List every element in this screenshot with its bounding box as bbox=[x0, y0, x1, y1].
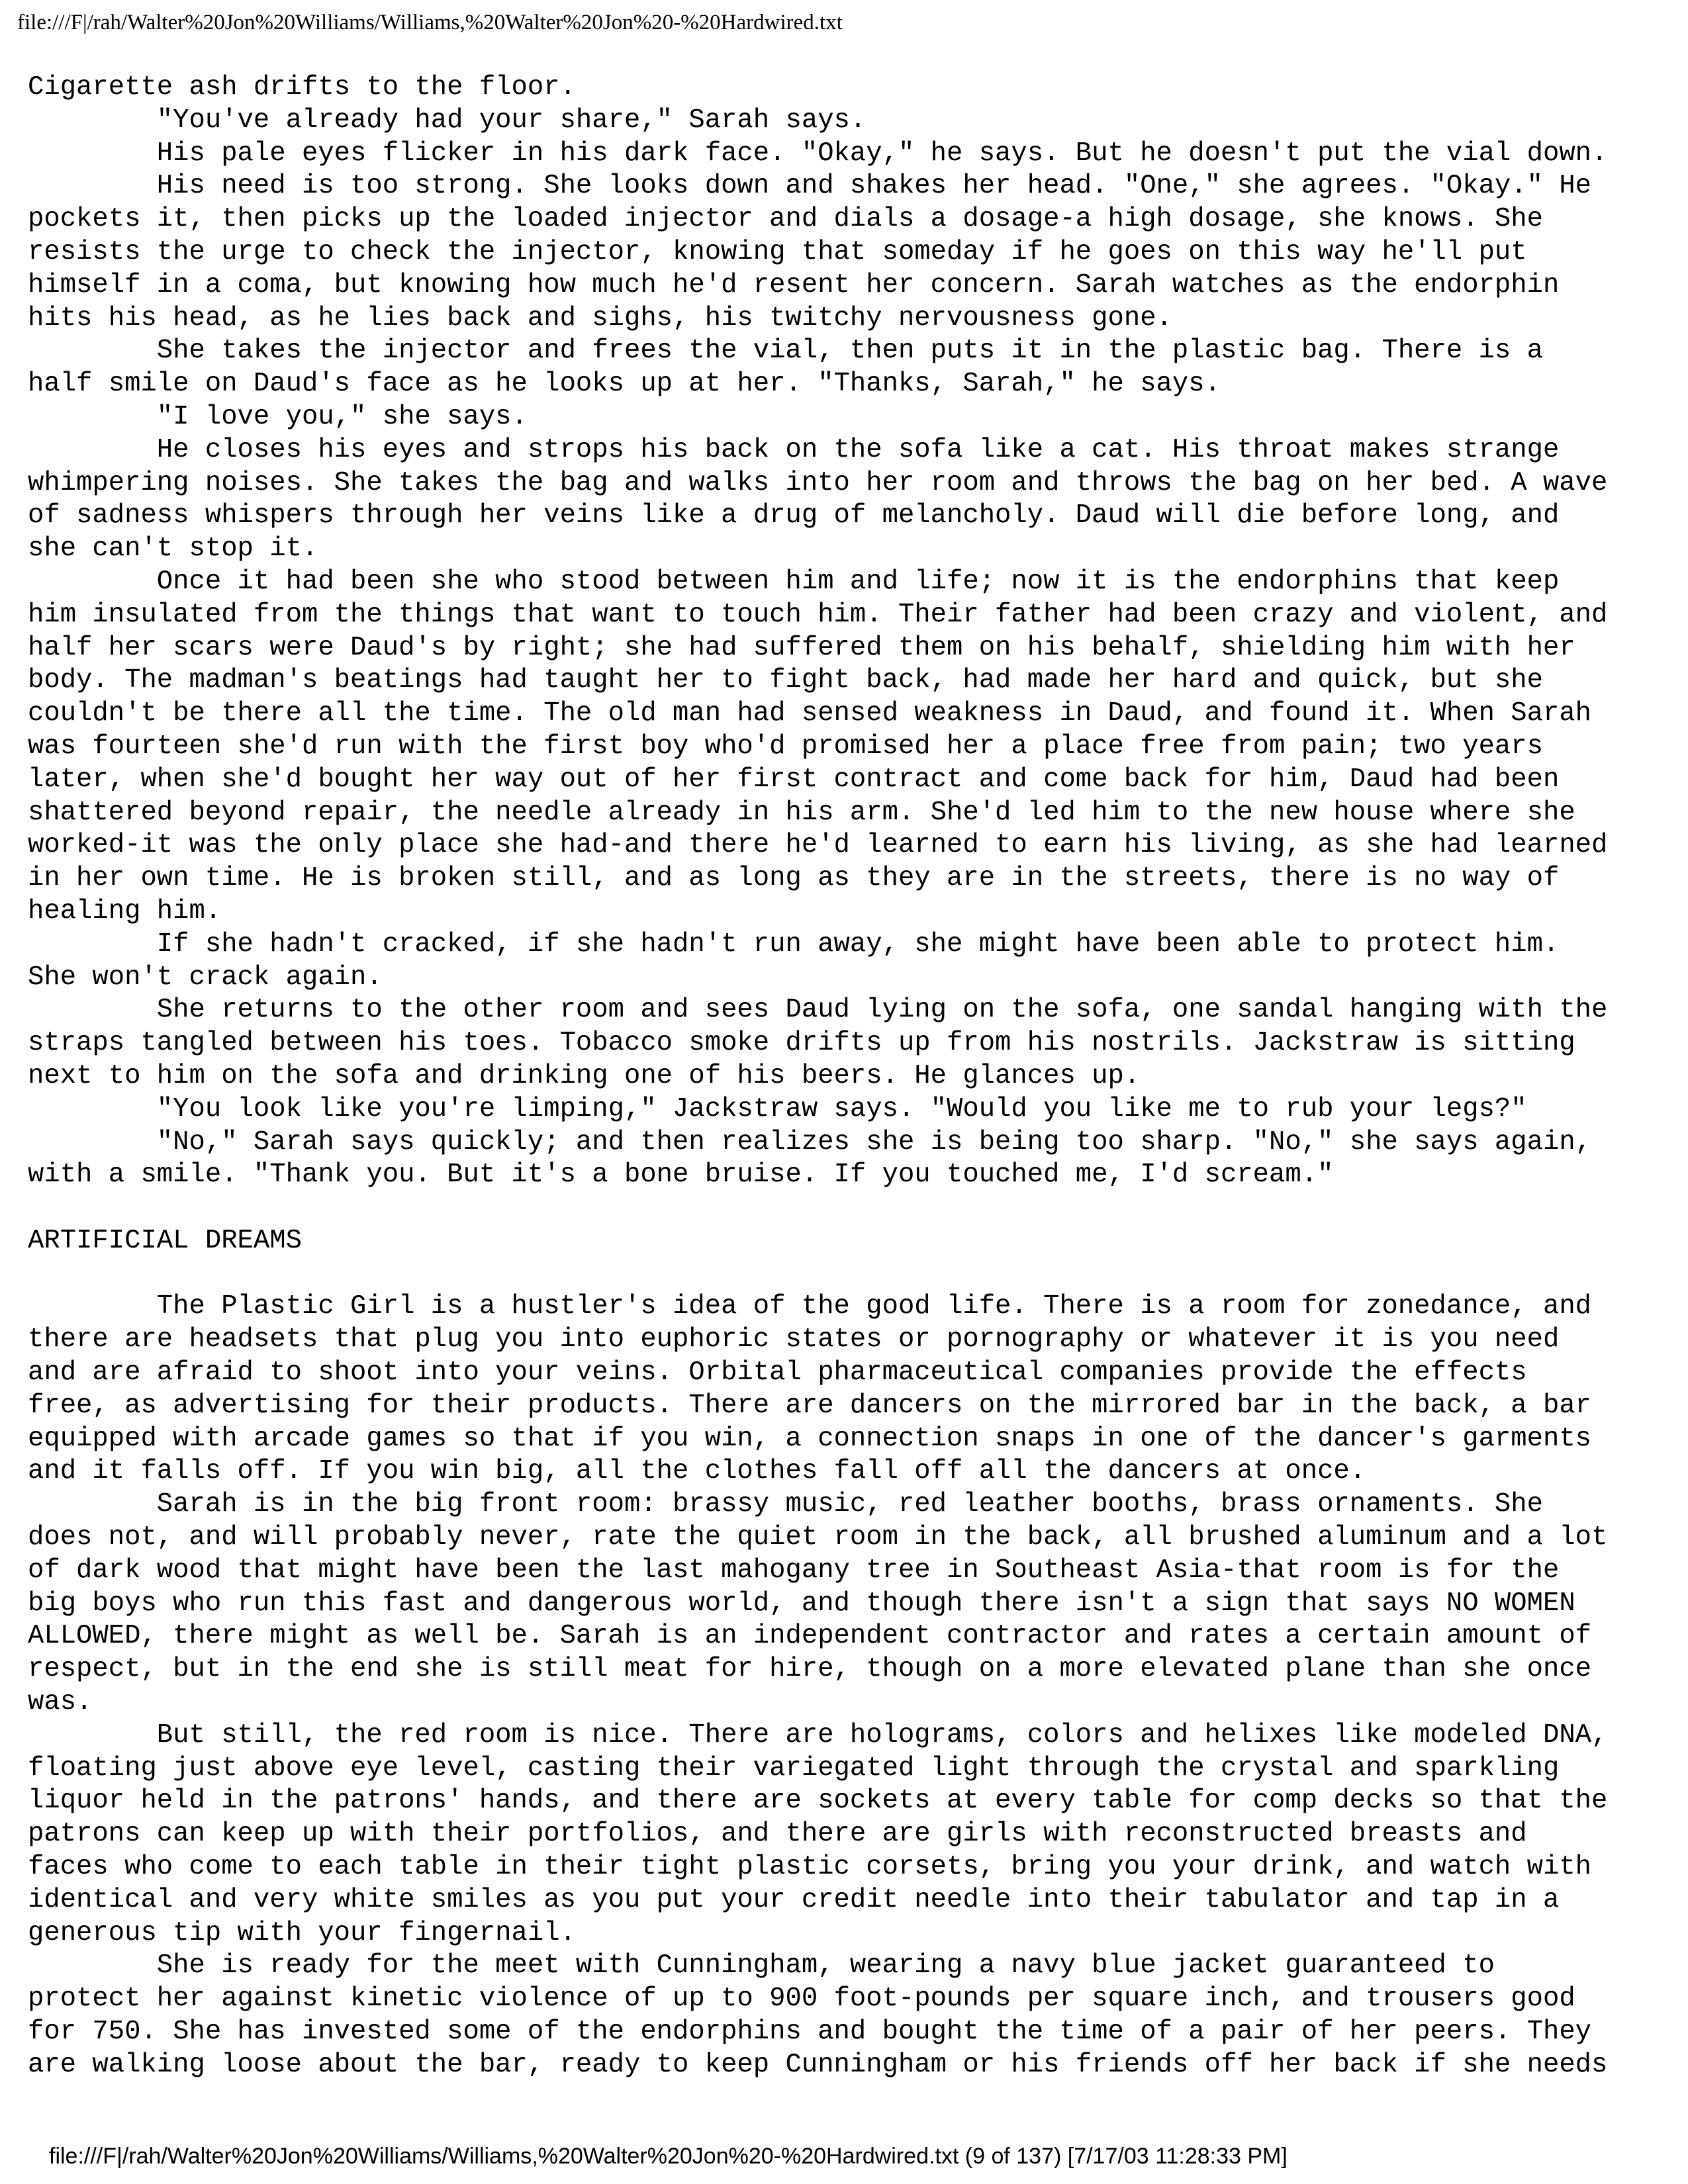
text-line: next to him on the sofa and drinking one of his beers. He glances up. bbox=[28, 1060, 1141, 1091]
text-line: "No," Sarah says quickly; and then realizes she is being too sharp. "No," she says again, bbox=[28, 1126, 1592, 1158]
text-line: pockets it, then picks up the loaded injector and dials a dosage-a high dosage, she knows. She bbox=[28, 204, 1543, 235]
text-line: free, as advertising for their products. There are dancers on the mirrored bar in the back, a bar bbox=[28, 1390, 1592, 1421]
text-line: of sadness whispers through her veins like a drug of melancholy. Daud will die before long, and bbox=[28, 500, 1560, 531]
text-line: Once it had been she who stood between him and life; now it is the endorphins that keep bbox=[28, 566, 1560, 597]
text-line: with a smile. "Thank you. But it's a bone bruise. If you touched me, I'd scream." bbox=[28, 1160, 1334, 1191]
text-line: half smile on Daud's face as he looks up at her. "Thanks, Sarah," he says. bbox=[28, 369, 1221, 400]
text-line: floating just above eye level, casting their variegated light through the crystal and sparkling bbox=[28, 1752, 1560, 1784]
text-line: liquor held in the patrons' hands, and there are sockets at every table for comp decks so that the bbox=[28, 1786, 1608, 1817]
text-line: of dark wood that might have been the last mahogany tree in Southeast Asia-that room is for the bbox=[28, 1555, 1560, 1586]
text-line: later, when she'd bought her way out of her first contract and come back for him, Daud had been bbox=[28, 764, 1560, 795]
text-line: in her own time. He is broken still, and as long as they are in the streets, there is no way of bbox=[28, 863, 1560, 894]
text-line: equipped with arcade games so that if you win, a connection snaps in one of the dancer's garments bbox=[28, 1423, 1592, 1454]
text-line: But still, the red room is nice. There are holograms, colors and helixes like modeled DNA, bbox=[28, 1719, 1608, 1751]
text-line: If she hadn't cracked, if she hadn't run away, she might have been able to protect him. bbox=[28, 929, 1560, 960]
text-line: She returns to the other room and sees Daud lying on the sofa, one sandal hanging with the bbox=[28, 995, 1608, 1026]
text-line: The Plastic Girl is a hustler's idea of the good life. There is a room for zonedance, and bbox=[28, 1291, 1592, 1322]
text-line: "I love you," she says. bbox=[28, 401, 528, 432]
text-line: and it falls off. If you win big, all the clothes fall off all the dancers at once. bbox=[28, 1456, 1366, 1487]
text-line: hits his head, as he lies back and sighs, his twitchy nervousness gone. bbox=[28, 302, 1172, 334]
page-footer-url: file:///F|/rah/Walter%20Jon%20Williams/Williams,%20Walter%20Jon%20-%20Hardwired.txt (9 of 137) [7/17/03 11:28:33 PM] bbox=[49, 2144, 1288, 2169]
text-line: was fourteen she'd run with the first boy who'd promised her a place free from pain; two years bbox=[28, 731, 1543, 762]
text-line: ARTIFICIAL DREAMS bbox=[28, 1225, 302, 1256]
text-line: His need is too strong. She looks down and shakes her head. "One," she agrees. "Okay." He bbox=[28, 171, 1592, 202]
text-line: Sarah is in the big front room: brassy music, red leather booths, brass ornaments. She bbox=[28, 1489, 1543, 1520]
text-line: resists the urge to check the injector, knowing that someday if he goes on this way he'll put bbox=[28, 236, 1527, 267]
text-line: for 750. She has invested some of the endorphins and bought the time of a pair of her peers. They bbox=[28, 2017, 1592, 2048]
text-line: Cigarette ash drifts to the floor. bbox=[28, 72, 576, 103]
text-line: there are headsets that plug you into euphoric states or pornography or whatever it is you need bbox=[28, 1324, 1560, 1355]
text-line: big boys who run this fast and dangerous world, and though there isn't a sign that says NO WOMEN bbox=[28, 1588, 1575, 1619]
blank-line bbox=[28, 1258, 1669, 1291]
text-line: healing him. bbox=[28, 895, 222, 927]
text-line: patrons can keep up with their portfolios, and there are girls with reconstructed breasts and bbox=[28, 1819, 1527, 1850]
document-body bbox=[28, 71, 1669, 2082]
text-line: straps tangled between his toes. Tobacco smoke drifts up from his nostrils. Jackstraw is sitting bbox=[28, 1028, 1575, 1059]
text-line: "You look like you're limping," Jackstraw says. "Would you like me to rub your legs?" bbox=[28, 1093, 1527, 1124]
text-line: protect her against kinetic violence of up to 900 foot-pounds per square inch, and trousers good bbox=[28, 1983, 1575, 2015]
text-line: She won't crack again. bbox=[28, 962, 383, 993]
text-line: him insulated from the things that want to touch him. Their father had been crazy and violent, and bbox=[28, 599, 1608, 630]
text-line: identical and very white smiles as you put your credit needle into their tabulator and tap in a bbox=[28, 1884, 1560, 1915]
text-line: couldn't be there all the time. The old man had sensed weakness in Daud, and found it. When Sarah bbox=[28, 698, 1592, 729]
text-line: does not, and will probably never, rate the quiet room in the back, all brushed aluminum and a lot bbox=[28, 1522, 1608, 1553]
text-line: himself in a coma, but knowing how much he'd resent her concern. Sarah watches as the endorphin bbox=[28, 269, 1560, 300]
text-line: body. The madman's beatings had taught her to fight back, had made her hard and quick, but she bbox=[28, 665, 1543, 696]
text-line: ALLOWED, there might as well be. Sarah is an independent contractor and rates a certain amount of bbox=[28, 1621, 1592, 1652]
page-header-url: file:///F|/rah/Walter%20Jon%20Williams/Williams,%20Walter%20Jon%20-%20Hardwired.txt bbox=[17, 11, 843, 34]
text-line: "You've already had your share," Sarah says. bbox=[28, 105, 867, 136]
blank-line bbox=[28, 1192, 1669, 1225]
text-line: she can't stop it. bbox=[28, 533, 318, 565]
text-line: was. bbox=[28, 1687, 93, 1718]
text-line: faces who come to each table in their tight plastic corsets, bring you your drink, and watch with bbox=[28, 1852, 1592, 1883]
text-line: He closes his eyes and strops his back on the sofa like a cat. His throat makes strange bbox=[28, 434, 1560, 465]
text-line: shattered beyond repair, the needle already in his arm. She'd led him to the new house where she bbox=[28, 797, 1575, 828]
text-line: generous tip with your fingernail. bbox=[28, 1917, 576, 1948]
text-line: respect, but in the end she is still meat for hire, though on a more elevated plane than she once bbox=[28, 1654, 1592, 1685]
text-line: His pale eyes flicker in his dark face. "Okay," he says. But he doesn't put the vial down. bbox=[28, 138, 1608, 169]
text-line: She takes the injector and frees the vial, then puts it in the plastic bag. There is a bbox=[28, 336, 1543, 367]
text-line: are walking loose about the bar, ready to keep Cunningham or his friends off her back if she needs bbox=[28, 2049, 1608, 2080]
text-line: She is ready for the meet with Cunningham, wearing a navy blue jacket guaranteed to bbox=[28, 1950, 1495, 1981]
text-line: whimpering noises. She takes the bag and walks into her room and throws the bag on her bed. A wave bbox=[28, 467, 1608, 498]
text-line: half her scars were Daud's by right; she had suffered them on his behalf, shielding him with her bbox=[28, 632, 1575, 663]
text-line: and are afraid to shoot into your veins. Orbital pharmaceutical companies provide the effects bbox=[28, 1357, 1527, 1388]
text-line: worked-it was the only place she had-and there he'd learned to earn his living, as she had learned bbox=[28, 830, 1608, 861]
